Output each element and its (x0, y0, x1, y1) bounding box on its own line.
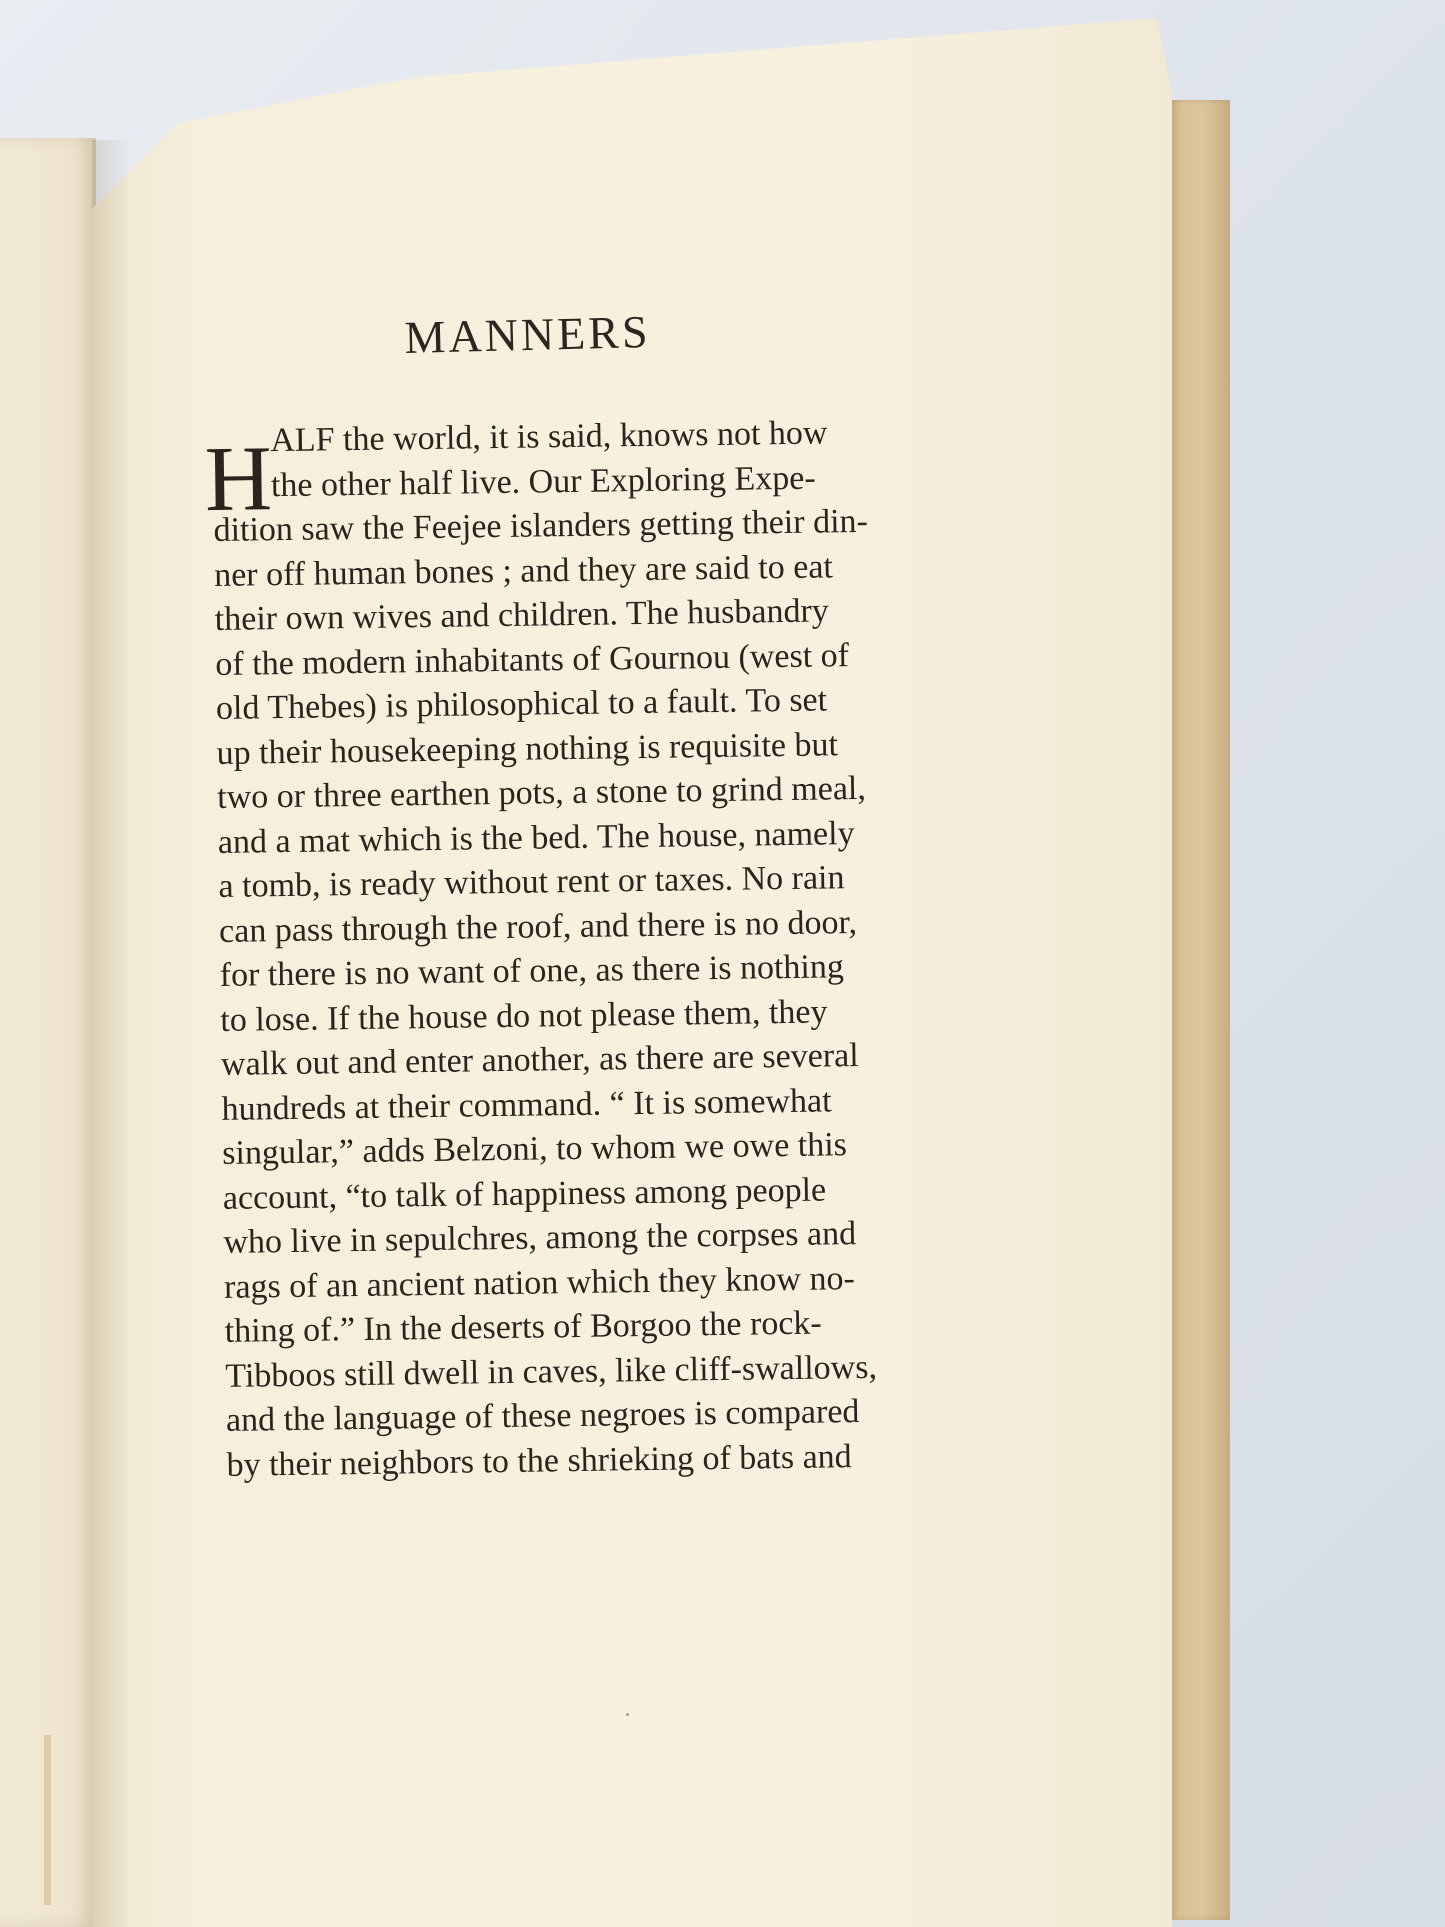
text-line: account, “to talk of happiness among people (222, 1171, 827, 1217)
chapter-title: MANNERS (403, 305, 652, 363)
text-line: ner off human bones ; and they are said to eat (213, 547, 834, 594)
gutter-shadow (92, 140, 132, 1927)
text-line: a tomb, is ready without rent or taxes. No rain (218, 859, 845, 905)
paper-speck (626, 1713, 629, 1716)
text-line: and a mat which is the bed. The house, namely (217, 814, 855, 861)
text-line: who live in sepulchres, among the corpses and (223, 1215, 857, 1261)
text-line: and the language of these negroes is compared (225, 1393, 860, 1439)
left-page-edge (0, 138, 96, 1927)
body-text (204, 410, 967, 1488)
text-line: walk out and enter another, as there are several (220, 1037, 859, 1083)
text-line: thing of.” In the deserts of Borgoo the rock- (224, 1304, 822, 1350)
text-line: can pass through the roof, and there is no door, (218, 903, 858, 950)
text-line: up their housekeeping nothing is requisite but (216, 725, 839, 772)
text-line: of the modern inhabitants of Gournou (west of (215, 636, 850, 683)
text-line: old Thebes) is philosophical to a fault. To set (215, 681, 828, 727)
text-line: for there is no want of one, as there is nothing (219, 948, 845, 994)
text-line: rags of an ancient nation which they know no- (223, 1259, 856, 1306)
text-line: two or three earthen pots, a stone to grind meal, (217, 769, 867, 816)
drop-cap: H (204, 427, 273, 532)
text-line: to lose. If the house do not please them, they (220, 992, 828, 1039)
book-cover-edge (1172, 100, 1230, 1920)
text-line: dition saw the Feejee islanders getting their din- (213, 502, 869, 549)
text-line: the other half live. Our Exploring Expe- (270, 459, 816, 504)
text-line: their own wives and children. The husbandry (214, 592, 830, 638)
text-line: singular,” adds Belzoni, to whom we owe this (221, 1126, 848, 1172)
text-line: Tibboos still dwell in caves, like cliff-swallows, (225, 1348, 878, 1395)
text-line: hundreds at their command. “ It is somewhat (221, 1081, 832, 1128)
text-line: by their neighbors to the shrieking of bats and (226, 1437, 852, 1484)
left-cover-edge (44, 1735, 51, 1905)
text-line: ALF the world, it is said, knows not how (270, 414, 828, 460)
